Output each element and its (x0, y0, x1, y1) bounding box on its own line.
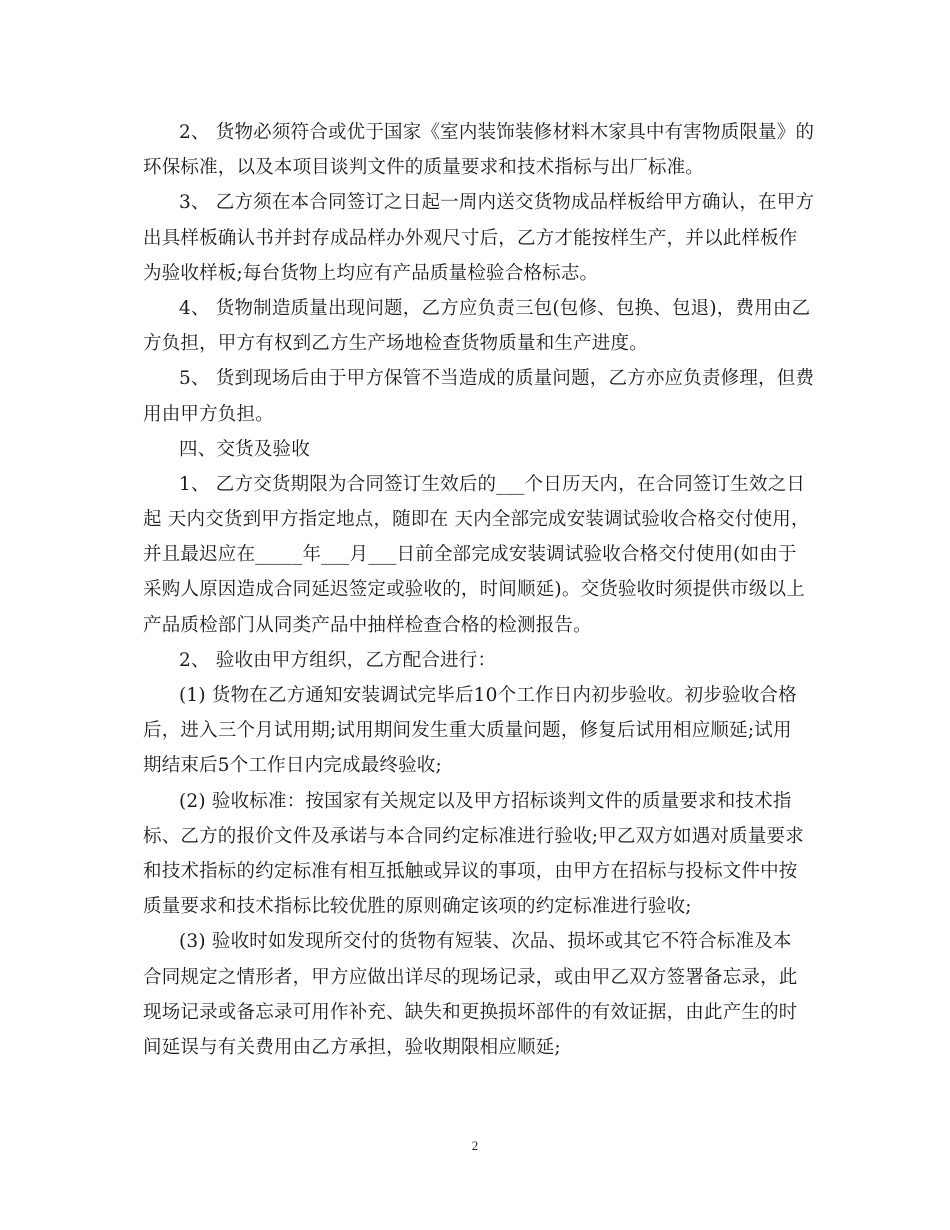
paragraph-acceptance-2 (143, 784, 815, 925)
paragraph-line: 四、交货及验收 (179, 438, 310, 460)
paragraph-line: 并且最迟应在_____年___月___日前全部完成安装调试验收合格交付使用(如由于 (143, 544, 797, 566)
paragraph-line: 4、 货物制造质量出现问题，乙方应负责三包(包修、包换、包退)，费用由乙 (179, 297, 811, 319)
paragraph-line: 起 天内交货到甲方指定地点，随即在 天内全部完成安装调试验收合格交付使用， (143, 509, 810, 531)
paragraph-delivery-2 (143, 643, 815, 678)
paragraph-line: 1、 乙方交货期限为合同签订生效后的___个日历天内，在合同签订生效之日 (179, 473, 806, 495)
paragraph-line: 产品质检部门从同类产品中抽样检查合格的检测报告。 (143, 614, 592, 636)
paragraph-item-4-quality-problems (143, 291, 815, 361)
paragraph-line: 5、 货到现场后由于甲方保管不当造成的质量问题，乙方亦应负责修理，但费 (179, 368, 815, 390)
paragraph-delivery-1 (143, 467, 815, 643)
paragraph-line: 出具样板确认书并封存成品样办外观尺寸后，乙方才能按样生产，并以此样板作 (143, 227, 798, 249)
paragraph-item-3-samples (143, 185, 815, 291)
paragraph-acceptance-3 (143, 924, 815, 1065)
paragraph-line: (2) 验收标准：按国家有关规定以及甲方招标谈判文件的质量要求和技术指 (179, 790, 792, 812)
paragraph-line: 现场记录或备忘录可用作补充、缺失和更换损坏部件的有效证据，由此产生的时 (143, 1001, 798, 1023)
paragraph-line: 标、乙方的报价文件及承诺与本合同约定标准进行验收;甲乙双方如遇对质量要求 (143, 825, 804, 847)
page-number: 2 (471, 1138, 479, 1153)
paragraph-line: (3) 验收时如发现所交付的货物有短装、次品、损坏或其它不符合标准及本 (179, 931, 792, 953)
paragraph-line: 为验收样板;每台货物上均应有产品质量检验合格标志。 (143, 262, 599, 284)
paragraph-line: 用由甲方负担。 (143, 403, 274, 425)
paragraph-line: 期结束后5个工作日内完成最终验收; (143, 755, 442, 777)
document-body (143, 115, 815, 1065)
paragraph-line: 合同规定之情形者，甲方应做出详尽的现场记录，或由甲乙双方签署备忘录，此 (143, 966, 798, 988)
paragraph-line: 3、 乙方须在本合同签订之日起一周内送交货物成品样板给甲方确认，在甲方 (179, 192, 815, 214)
paragraph-line: 环保标准，以及本项目谈判文件的质量要求和技术指标与出厂标准。 (143, 157, 705, 179)
paragraph-line: (1) 货物在乙方通知安装调试完毕后10个工作日内初步验收。初步验收合格 (179, 685, 797, 706)
paragraph-line: 2、 验收由甲方组织，乙方配合进行： (179, 649, 497, 671)
paragraph-line: 质量要求和技术指标比较优胜的原则确定该项的约定标准进行验收; (143, 896, 692, 918)
paragraph-item-2-goods-standard (143, 115, 815, 185)
paragraph-line: 后，进入三个月试用期;试用期间发生重大质量问题，修复后试用相应顺延;试用 (143, 720, 792, 742)
paragraph-item-5-storage (143, 361, 815, 431)
paragraph-line: 采购人原因造成合同延迟签定或验收的，时间顺延)。交货验收时须提供市级以上 (143, 579, 805, 601)
paragraph-line: 间延误与有关费用由乙方承担，验收期限相应顺延; (143, 1036, 561, 1058)
paragraph-line: 方负担，甲方有权到乙方生产场地检查货物质量和生产进度。 (143, 333, 648, 355)
paragraph-line: 和技术指标的约定标准有相互抵触或异议的事项，由甲方在招标与投标文件中按 (143, 860, 798, 882)
paragraph-section-4-heading (143, 432, 815, 467)
paragraph-acceptance-1 (143, 678, 815, 784)
paragraph-line: 2、 货物必须符合或优于国家《室内装饰装修材料木家具中有害物质限量》的 (179, 122, 815, 143)
